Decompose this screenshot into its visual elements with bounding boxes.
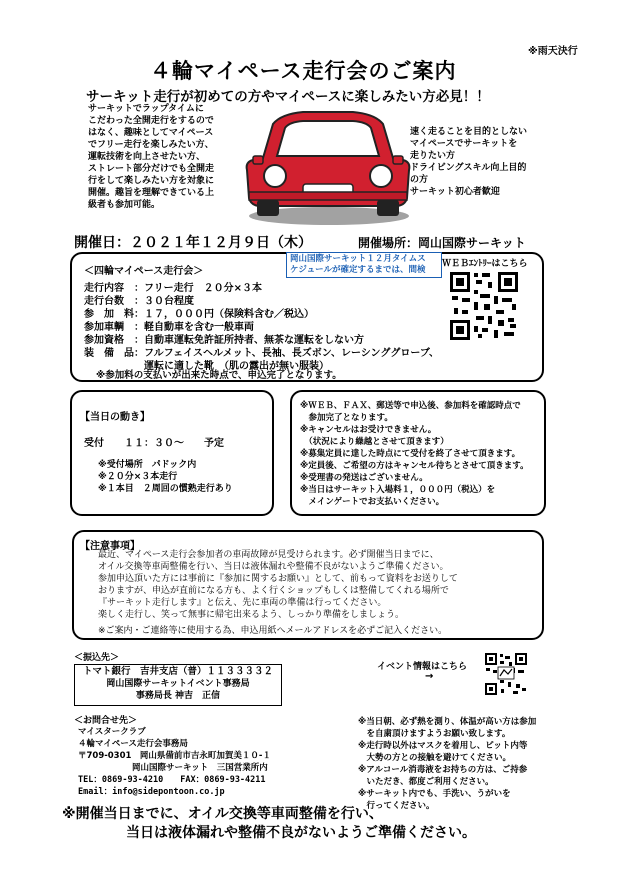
- intro-left-line: こだわった全開走行をするので: [88, 116, 214, 126]
- apply-note: ※募集定員に達した時点にて受付を終了させて頂きます。: [300, 449, 521, 459]
- health-note: ※当日朝、必ず熱を測り、体温が高い方は参加: [358, 717, 537, 727]
- intro-right-line: 走りたい方: [410, 151, 456, 161]
- apply-note: ※キャンセルはお受けできません。: [300, 425, 437, 435]
- section1-heading: ＜四輪マイペース走行会＞: [84, 266, 204, 277]
- intro-left-line: 運転技術を向上させたい方、: [88, 152, 206, 162]
- event-date: 開催日：２０２１年１２月９日（木）: [74, 235, 312, 251]
- subtitle: サーキット走行が初めての方やマイペースに楽しみたい方必見！！: [86, 89, 490, 105]
- schedule-notice-line: ケジュールが確定するまでは、間検: [290, 265, 426, 275]
- intro-right: [410, 126, 570, 198]
- detail-row: 運転に適した靴 （肌の露出が無い服装）: [84, 361, 329, 372]
- intro-left-line: 級者も参加可能。: [88, 200, 161, 210]
- apply-note: メインゲートでお支払いください。: [300, 497, 445, 507]
- intro-left-line: ストレート部分だけでも全開走: [88, 164, 215, 174]
- intro-left: [88, 103, 238, 211]
- intro-left-line: 開催。趣旨を理解できている上: [88, 188, 215, 198]
- caution-line: おりますが、申込が直前になる方も、よく行くショップもしくは整備してくれる場所で: [98, 586, 449, 596]
- caution-contact-note: ※ご案内・ご連絡等に使用する為、申込用紙へメールアドレスを必ずご記入ください。: [98, 626, 448, 636]
- detail-row: 走行台数 ：３０台程度: [84, 296, 194, 307]
- transfer-label: ＜振込先＞: [74, 653, 120, 663]
- section1-rows: [84, 282, 439, 373]
- detail-row: 装 備 品：フルフェイスヘルメット、長袖、長ズボン、レーシンググローブ、: [84, 348, 440, 359]
- intro-left-line: でフリー走行を楽しみたい方、: [88, 140, 214, 150]
- bank-account: トマト銀行 吉井支店（普）１１３３３３２: [82, 666, 273, 677]
- contact-office: ４輪マイペース走行会事務局: [78, 739, 188, 749]
- contact-organizer: マイスタークラブ: [78, 727, 146, 737]
- caution-lines: [98, 549, 458, 621]
- web-entry-label: ＷＥＢｴﾝﾄﾘｰはこちら: [442, 259, 528, 269]
- intro-left-line: 行をして楽しみたい方を対象に: [88, 176, 215, 186]
- bottom-notice-line-2: 当日は液体漏れや整備不良がないようご準備ください。: [126, 825, 476, 841]
- application-notes: [300, 400, 529, 508]
- apply-note: ※ＷＥＢ、ＦＡＸ、郵送等で申込後、参加料を確認時点で: [300, 401, 521, 411]
- intro-right-line: 速く走ることを目的としない: [410, 127, 528, 137]
- detail-row: 参加車輌 ：軽自動車を含む一般車両: [84, 322, 254, 333]
- day-flow-items: [98, 459, 233, 495]
- health-notes: [358, 716, 536, 812]
- apply-note: ※受理書の発送はございません。: [300, 473, 428, 483]
- caution-heading: 【注意事項】: [80, 541, 140, 552]
- contact-address-2: 岡山国際サーキット 三国営業所内: [78, 763, 268, 773]
- health-note: ※サーキット内でも、手洗い、うがいを: [358, 789, 511, 799]
- apply-note: ※定員後、ご希望の方はキャンセル待ちとさせて頂きます。: [300, 461, 529, 471]
- health-note: ※走行時以外はマスクを着用し、ピット内等: [358, 741, 528, 751]
- account-holder-office: 岡山国際サーキットイベント事務局: [106, 679, 250, 689]
- day-flow-item: ※受付場所 パドック内: [98, 460, 197, 470]
- intro-right-line: の方: [410, 175, 429, 185]
- day-flow-heading: 【当日の動き】: [80, 412, 150, 423]
- caution-line: 『サーキット走行します』と伝え、先に車両の準備は行ってください。: [98, 598, 387, 608]
- detail-row: 走行内容 ：フリー走行 ２０分×３本: [84, 283, 262, 294]
- reception-time: 受付 １１：３０～ 予定: [84, 438, 224, 449]
- apply-note: 参加完了となります。: [300, 413, 393, 423]
- health-note: いただき、都度ご利用ください。: [358, 777, 494, 787]
- apply-note: （状況により繰越とさせて頂きます）: [300, 437, 449, 447]
- health-note: ※アルコール消毒液をお持ちの方は、ご持参: [358, 765, 528, 775]
- contact-details: [78, 726, 271, 798]
- contact-phone-fax: TEL：0869-93-4210 FAX：0869-93-4211: [78, 775, 266, 785]
- event-venue: 開催場所：岡山国際サーキット: [358, 236, 526, 250]
- day-flow-item: ※１本目 ２周回の慣熟走行あり: [98, 484, 233, 494]
- day-flow-item: ※２０分×３本走行: [98, 472, 178, 482]
- arrow-icon: →: [425, 671, 434, 682]
- schedule-notice: [286, 252, 442, 278]
- contact-address: 〒709-0301 岡山県備前市吉永町加賀美１０-１: [78, 751, 271, 761]
- detail-row: 参加資格 ：自動車運転免許証所持者、無茶な運転をしない方: [84, 335, 364, 346]
- intro-left-line: サーキットでラップタイムに: [88, 104, 204, 114]
- health-note: 行ってください。: [358, 801, 435, 811]
- caution-line: オイル交換等車両整備を行い、当日は液体漏れや整備不良がないようご準備ください。: [98, 562, 449, 572]
- intro-right-line: ドライビングスキル向上目的: [410, 163, 527, 173]
- account-holder-name: 事務局長 神吉 正信: [135, 691, 221, 701]
- contact-email[interactable]: Email：info@sidepontoon.co.jp: [78, 787, 225, 797]
- bottom-notice-line-1: ※開催当日までに、オイル交換等車両整備を行い、: [62, 806, 383, 822]
- caution-line: 参加申込頂いた方には事前に『参加に関するお願い』として、前もって資料をお送りして: [98, 574, 458, 584]
- red-car-icon: [243, 106, 413, 228]
- qr-code-event-info-icon[interactable]: [484, 652, 528, 696]
- rain-note: ※雨天決行: [528, 46, 578, 57]
- apply-note: ※当日はサーキット入場料１，０００円（税込）を: [300, 485, 496, 495]
- qr-code-web-entry-icon[interactable]: [448, 270, 520, 342]
- page-title: ４輪マイペース走行会のご案内: [150, 59, 457, 83]
- intro-left-line: はなく、趣味としてマイペース: [88, 128, 214, 138]
- health-note: を自粛頂けますようお願い致します。: [358, 729, 511, 739]
- transfer-box: [74, 664, 282, 706]
- schedule-notice-line: 岡山国際サーキット１２月タイムス: [290, 254, 426, 264]
- intro-right-line: サーキット初心者歓迎: [410, 187, 500, 197]
- health-note: 大勢の方との接触を避けてください。: [358, 753, 512, 763]
- section1-note: ※参加料の支払いが出来た時点で、申込完了となります。: [96, 370, 342, 381]
- caution-line: 最近、マイペース走行会参加者の車両故障が見受けられます。必ず開催当日までに、: [98, 550, 439, 560]
- detail-row: 参 加 料：１７，０００円（保険料含む／税込）: [84, 309, 314, 320]
- caution-line: 楽しく走行し、笑って無事に帰宅出来るよう、しっかり準備をしましょう。: [98, 610, 405, 620]
- intro-right-line: マイペースでサーキットを: [410, 139, 518, 149]
- event-info-label: イベント情報はこちら: [377, 662, 468, 672]
- contact-label: ＜お問合せ先＞: [74, 716, 138, 726]
